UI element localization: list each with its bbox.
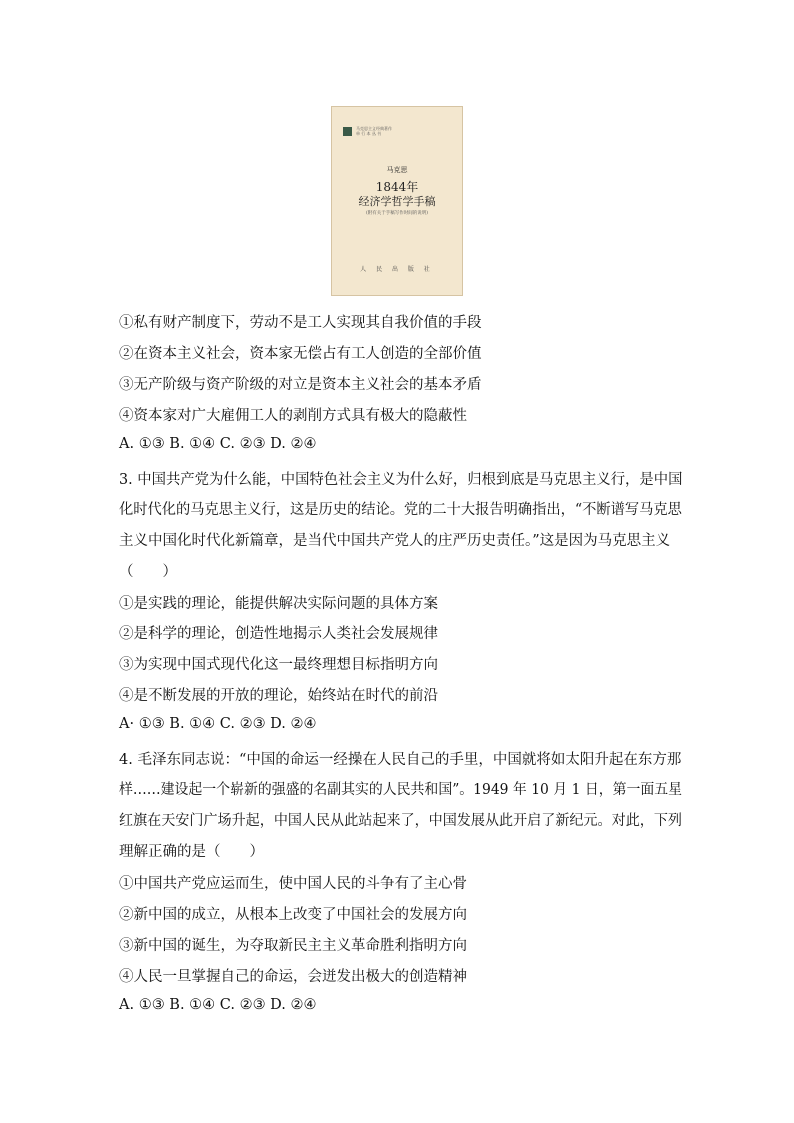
q3-option-2: ②是科学的理论，创造性地揭示人类社会发展规律 (119, 626, 438, 642)
q4-option-1: ①中国共产党应运而生，使中国人民的斗争有了主心骨 (119, 876, 467, 892)
cover-series-line: 马克思主义经典著作 (356, 126, 392, 131)
q2-option-3: ③无产阶级与资产阶级的对立是资本主义社会的基本矛盾 (119, 377, 482, 393)
cover-title: 经济学哲学手稿 (358, 195, 436, 208)
q3-stem-line-4: （ ） (119, 564, 177, 580)
cover-subtitle: (附有关于手稿写作时间的说明) (365, 211, 428, 216)
q3-option-3: ③为实现中国式现代化这一最终理想目标指明方向 (119, 657, 438, 673)
q2-option-4: ④资本家对广大雇佣工人的剥削方式具有极大的隐蔽性 (119, 408, 467, 424)
q3-stem-line-3: 主义中国化时代化新篇章，是当代中国共产党人的庄严历史责任。”这是因为马克思主义 (119, 533, 671, 549)
q4-answer-choices: A. ①③ B. ①④ C. ②③ D. ②④ (119, 997, 317, 1013)
q2-answer-choices: A. ①③ B. ①④ C. ②③ D. ②④ (119, 436, 317, 452)
cover-series (356, 126, 392, 136)
q4-stem-line-2: 样……建设起一个崭新的强盛的名副其实的人民共和国”。1949 年 10 月 1 日，第一面五星 (119, 782, 683, 798)
q2-option-2: ②在资本主义社会，资本家无偿占有工人创造的全部价值 (119, 346, 482, 362)
q4-stem-line-1: 4. 毛泽东同志说：“中国的命运一经操在人民自己的手里，中国就将如太阳升起在东方那 (119, 752, 682, 768)
q4-option-4: ④人民一旦掌握自己的命运，会迸发出极大的创造精神 (119, 969, 467, 985)
publisher-logo-icon (343, 127, 352, 136)
q4-option-2: ②新中国的成立，从根本上改变了中国社会的发展方向 (119, 907, 467, 923)
q3-stem-line-1: 3. 中国共产党为什么能，中国特色社会主义为什么好，归根到底是马克思主义行，是中国 (119, 472, 683, 488)
cover-year: 1844年 (375, 180, 419, 194)
cover-author: 马克思 (386, 166, 408, 174)
q3-option-4: ④是不断发展的开放的理论，始终站在时代的前沿 (119, 688, 438, 704)
book-cover-image (331, 106, 463, 296)
q3-stem-line-2: 化时代化的马克思主义行，这是历史的结论。党的二十大报告明确指出，“不断谱写马克思 (119, 502, 682, 518)
q3-option-1: ①是实践的理论，能提供解决实际问题的具体方案 (119, 596, 438, 612)
q4-stem-line-3: 红旗在天安门广场升起，中国人民从此站起来了，中国发展从此开启了新纪元。对此，下列 (119, 813, 682, 829)
cover-publisher: 人 民 出 版 社 (360, 266, 434, 273)
q4-option-3: ③新中国的诞生，为夺取新民主主义革命胜利指明方向 (119, 938, 467, 954)
q4-stem-line-4: 理解正确的是（ ） (119, 844, 264, 860)
cover-series-line: 单 行 本 丛 书 (356, 131, 382, 136)
q3-answer-choices: A· ①③ B. ①④ C. ②③ D. ②④ (119, 716, 317, 732)
q2-option-1: ①私有财产制度下，劳动不是工人实现其自我价值的手段 (119, 315, 482, 331)
